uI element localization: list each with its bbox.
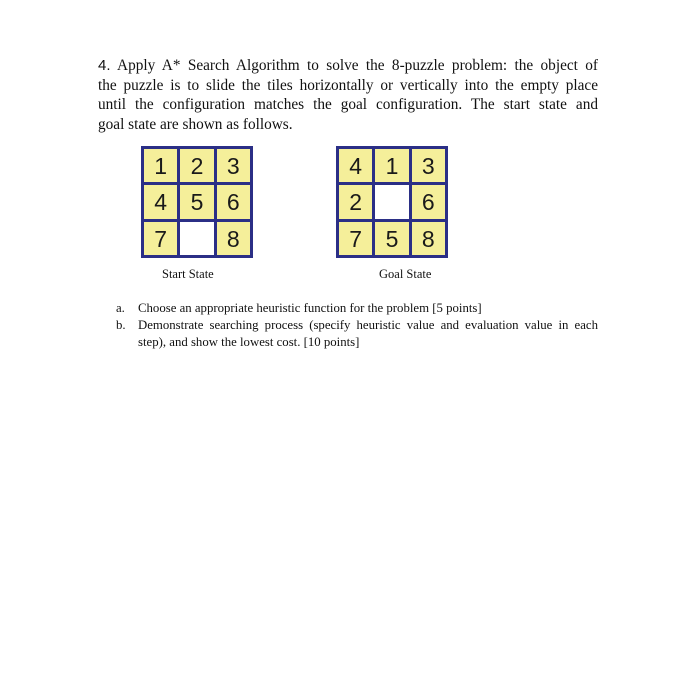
question-text xyxy=(98,56,598,134)
goal-tile xyxy=(339,185,372,218)
start-tile-digit: 5 xyxy=(190,189,204,216)
start-state-puzzle xyxy=(141,146,253,258)
subquestion-text: Choose an appropriate heuristic function for the problem [5 points] xyxy=(138,301,482,315)
goal-state-puzzle xyxy=(336,146,448,258)
question-line-1-text: Apply A* Search Algorithm to solve the 8-puzzle problem: the object of xyxy=(117,57,598,74)
question-line-2: the puzzle is to slide the tiles horizontally or vertically into the empty place xyxy=(98,76,598,94)
subquestion-text: Demonstrate searching process (specify heuristic value and evaluation value in each step), and show the lowest cost. [10 points] xyxy=(138,318,598,349)
subquestion-list xyxy=(116,300,598,351)
goal-tile xyxy=(412,185,445,218)
goal-state-caption: Goal State xyxy=(379,267,432,281)
start-tile-digit: 7 xyxy=(154,225,168,252)
question-number: 4. xyxy=(98,57,111,74)
goal-tile xyxy=(375,222,408,255)
subquestion-marker: b. xyxy=(116,318,126,332)
goal-tile-digit: 4 xyxy=(349,153,363,180)
subquestion-item-b xyxy=(116,317,598,351)
start-tile-digit: 8 xyxy=(226,225,240,252)
start-tile xyxy=(144,222,177,255)
goal-tile-digit: 5 xyxy=(385,225,399,252)
goal-tile xyxy=(339,149,372,182)
question-line-3: until the configuration matches the goal configuration. The start state and xyxy=(98,96,598,113)
goal-tile xyxy=(412,222,445,255)
start-tile xyxy=(217,149,250,182)
goal-tile-digit: 1 xyxy=(385,153,399,180)
start-tile xyxy=(144,185,177,218)
goal-tile-digit: 3 xyxy=(421,153,435,180)
goal-tile xyxy=(412,149,445,182)
start-blank-tile xyxy=(180,222,213,255)
goal-tile-digit: 2 xyxy=(349,189,363,216)
goal-tile xyxy=(375,149,408,182)
start-tile-digit: 3 xyxy=(226,153,240,180)
question-line-4: goal state are shown as follows. xyxy=(98,115,293,133)
start-tile xyxy=(144,149,177,182)
start-tile-digit: 6 xyxy=(226,189,240,216)
start-tile xyxy=(217,185,250,218)
start-tile-digit: 4 xyxy=(154,189,168,216)
start-tile xyxy=(217,222,250,255)
start-tile-digit: 1 xyxy=(154,153,168,180)
start-tile xyxy=(180,185,213,218)
goal-tile-digit: 6 xyxy=(421,189,435,216)
goal-tile-digit: 8 xyxy=(421,225,435,252)
goal-tile-digit: 7 xyxy=(349,225,363,252)
subquestion-marker: a. xyxy=(116,301,125,315)
start-tile-digit: 2 xyxy=(190,153,204,180)
start-state-caption: Start State xyxy=(162,267,214,281)
question-line-1 xyxy=(98,56,598,76)
goal-blank-tile xyxy=(375,185,408,218)
subquestion-item-a xyxy=(116,300,598,317)
goal-tile xyxy=(339,222,372,255)
start-tile xyxy=(180,149,213,182)
